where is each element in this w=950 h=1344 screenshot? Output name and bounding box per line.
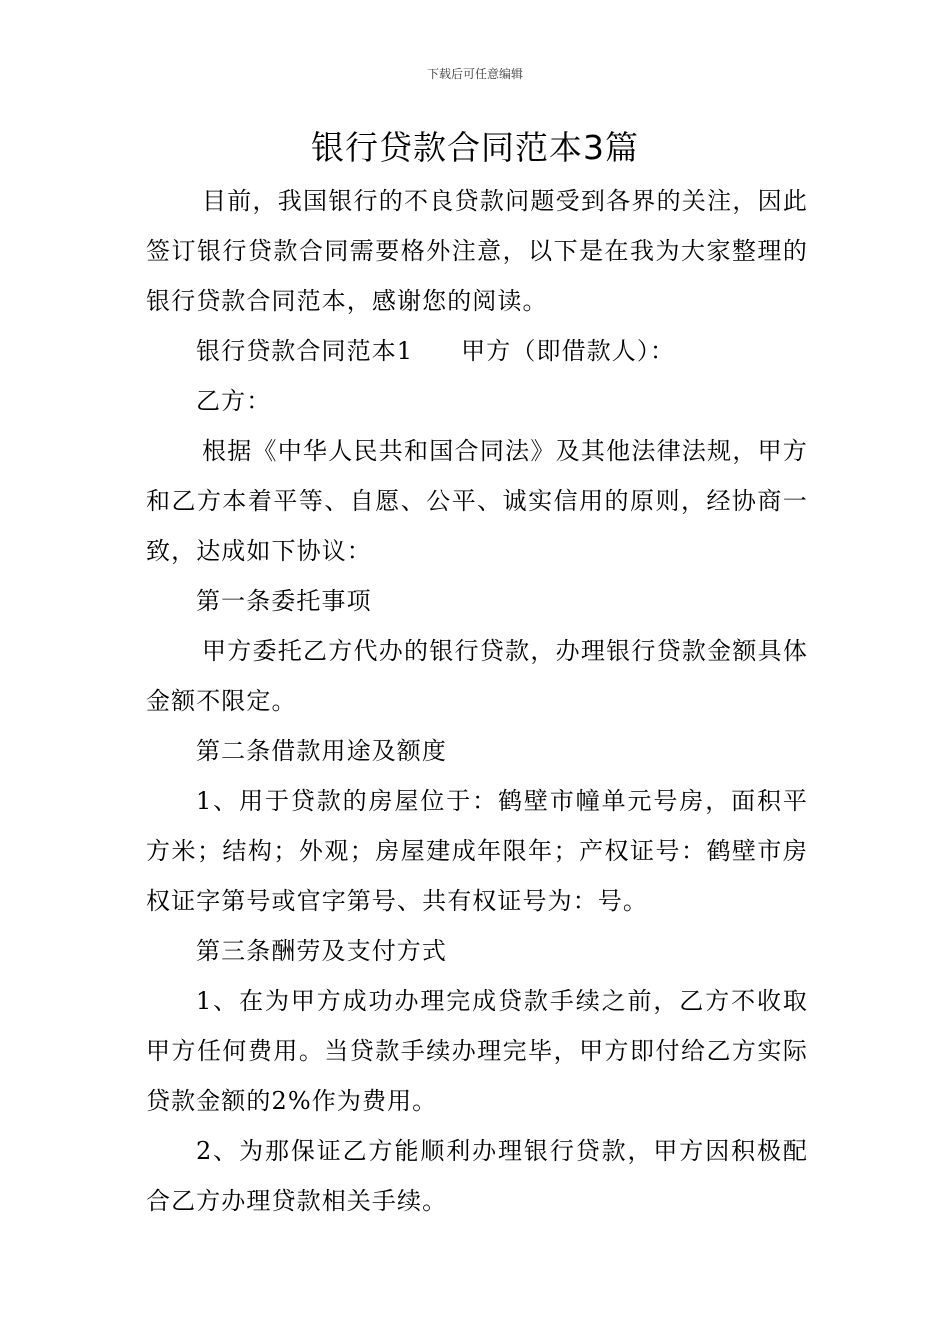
sample-label: 银行贷款合同范本1 xyxy=(196,337,414,365)
document-body xyxy=(146,176,808,1226)
basis-paragraph: 根据《中华人民共和国合同法》及其他法律法规，甲方和乙方本着平等、自愿、公平、诚实信用的原则，经协商一致，达成如下协议： xyxy=(146,437,808,565)
article-2-title: 第二条借款用途及额度 xyxy=(196,737,447,765)
article-1-body: 甲方委托乙方代办的银行贷款，办理银行贷款金额具体金额不限定。 xyxy=(146,637,808,715)
article-3-title: 第三条酬劳及支付方式 xyxy=(196,937,447,965)
article-3-item-2: 2、为那保证乙方能顺利办理银行贷款，甲方因积极配合乙方办理贷款相关手续。 xyxy=(146,1137,808,1215)
article-1-title: 第一条委托事项 xyxy=(196,587,372,615)
document-title: 银行贷款合同范本3篇 xyxy=(311,128,639,167)
sample-heading-line xyxy=(146,326,808,376)
party-b-label: 乙方： xyxy=(196,387,272,415)
party-a-label: 甲方（即借款人）： xyxy=(461,337,676,365)
header-note: 下载后可任意编辑 xyxy=(426,67,523,81)
intro-paragraph: 目前，我国银行的不良贷款问题受到各界的关注，因此签订银行贷款合同需要格外注意，以下是在我为大家整理的银行贷款合同范本，感谢您的阅读。 xyxy=(146,187,808,315)
article-3-item-1: 1、在为甲方成功办理完成贷款手续之前，乙方不收取甲方任何费用。当贷款手续办理完毕，甲方即付给乙方实际贷款金额的2%作为费用。 xyxy=(146,987,808,1115)
article-2-item-1: 1、用于贷款的房屋位于：鹤壁市幢单元号房，面积平方米；结构；外观；房屋建成年限年；产权证号：鹤壁市房权证字第号或官字第号、共有权证号为：号。 xyxy=(146,787,808,915)
